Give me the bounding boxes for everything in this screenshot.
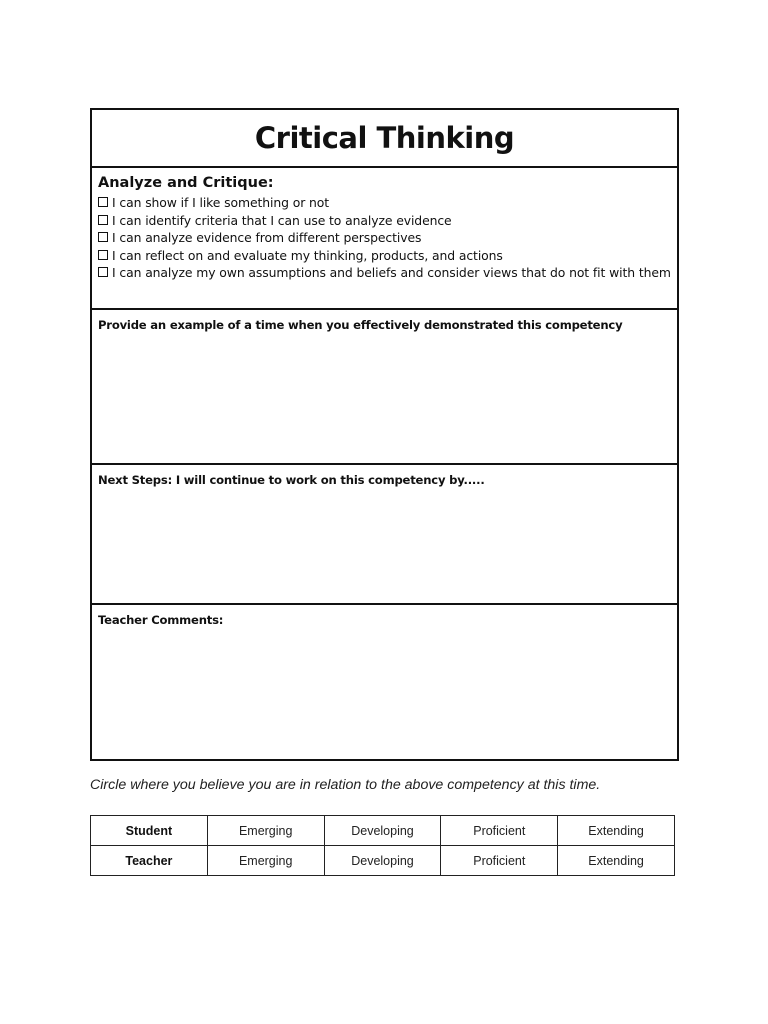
checkbox[interactable] bbox=[98, 215, 108, 225]
level-cell[interactable]: Developing bbox=[324, 816, 441, 846]
checkbox[interactable] bbox=[98, 232, 108, 242]
skill-item bbox=[98, 212, 671, 230]
skill-item bbox=[98, 247, 671, 265]
skill-item bbox=[98, 194, 671, 212]
page-title: Critical Thinking bbox=[254, 121, 515, 155]
level-cell[interactable]: Extending bbox=[558, 846, 675, 876]
skill-label: I can reflect on and evaluate my thinking, products, and actions bbox=[112, 247, 503, 263]
rater-label: Student bbox=[91, 816, 208, 846]
example-prompt: Provide an example of a time when you effectively demonstrated this competency bbox=[98, 318, 623, 332]
next-steps-prompt: Next Steps: I will continue to work on this competency by..... bbox=[98, 473, 485, 487]
teacher-comments-prompt: Teacher Comments: bbox=[98, 613, 224, 627]
example-section[interactable] bbox=[92, 310, 677, 465]
skill-label: I can identify criteria that I can use to analyze evidence bbox=[112, 212, 452, 228]
skills-section bbox=[92, 168, 677, 310]
table-row bbox=[91, 816, 675, 846]
skill-item bbox=[98, 229, 671, 247]
level-cell[interactable]: Emerging bbox=[207, 846, 324, 876]
checkbox[interactable] bbox=[98, 250, 108, 260]
checkbox[interactable] bbox=[98, 197, 108, 207]
next-steps-section[interactable] bbox=[92, 465, 677, 605]
level-cell[interactable]: Developing bbox=[324, 846, 441, 876]
skill-label: I can analyze my own assumptions and beliefs and consider views that do not fit with them bbox=[112, 265, 671, 280]
skill-list bbox=[98, 194, 671, 282]
skill-label: I can show if I like something or not bbox=[112, 195, 330, 210]
level-cell[interactable]: Proficient bbox=[441, 816, 558, 846]
teacher-comments-section[interactable] bbox=[92, 605, 677, 759]
level-cell[interactable]: Emerging bbox=[207, 816, 324, 846]
skill-label: I can analyze evidence from different perspectives bbox=[112, 230, 422, 245]
rater-label: Teacher bbox=[91, 846, 208, 876]
rating-instruction: Circle where you believe you are in relation to the above competency at this time. bbox=[90, 777, 601, 793]
level-cell[interactable]: Proficient bbox=[441, 846, 558, 876]
title-row bbox=[92, 110, 677, 168]
table-row bbox=[91, 846, 675, 876]
skills-heading: Analyze and Critique: bbox=[98, 175, 274, 191]
level-cell[interactable]: Extending bbox=[558, 816, 675, 846]
competency-card bbox=[90, 108, 679, 761]
rating-table bbox=[90, 815, 675, 876]
checkbox[interactable] bbox=[98, 267, 108, 277]
skill-item bbox=[98, 264, 671, 282]
